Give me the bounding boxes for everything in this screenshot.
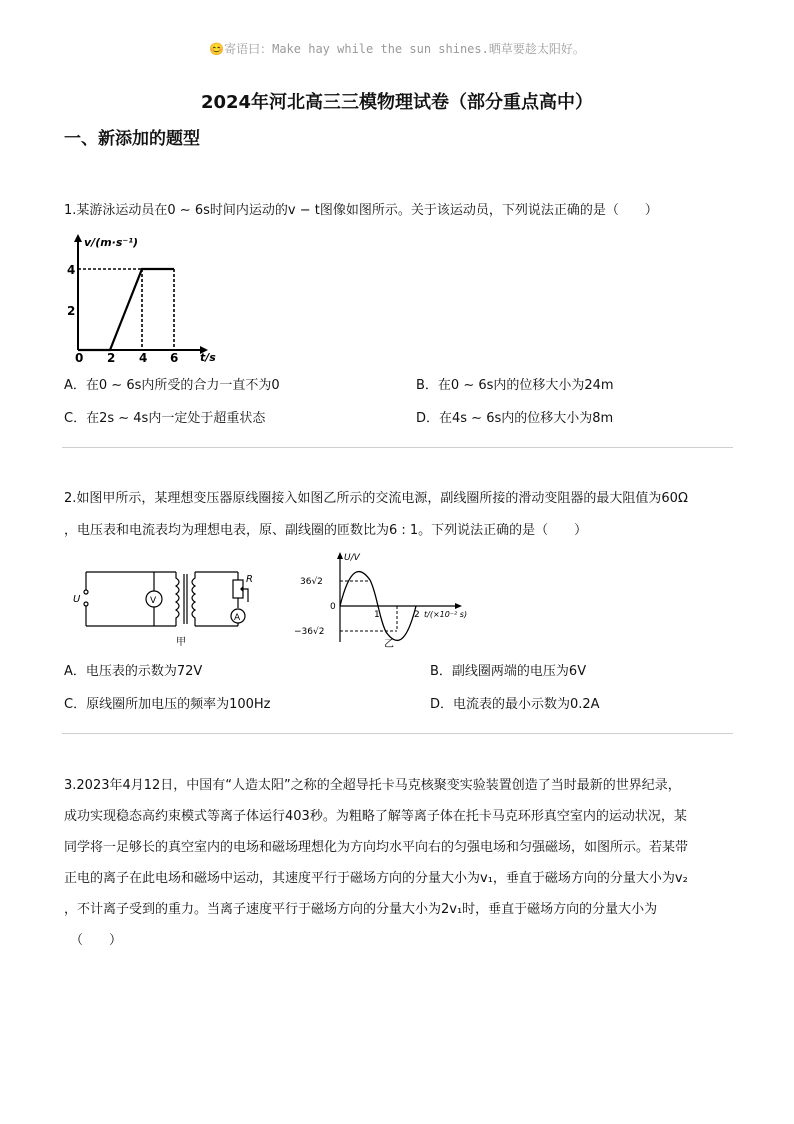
x-tick-4: 4 — [139, 351, 148, 365]
q2-circuit-diagram — [70, 560, 260, 650]
q2-stem-line2: ，电压表和电流表均为理想电表，原、副线圈的匝数比为6 : 1。下列说法正确的是（ ） — [64, 523, 588, 538]
y-tick-2: 2 — [67, 304, 76, 318]
q1-option-a[interactable]: A．在0 ∼ 6s内所受的合力一直不为0 — [64, 378, 280, 393]
wave-zero: 0 — [330, 602, 336, 612]
q3-line-3: 同学将一足够长的真空室内的电场和磁场理想化为方向均水平向右的匀强电场和匀强磁场，如图所示。若某带 — [64, 840, 689, 855]
page-title: 2024年河北高三三模物理试卷（部分重点高中） — [200, 92, 594, 113]
y-tick-4: 4 — [67, 263, 76, 277]
section-heading: 一、新添加的题型 — [64, 129, 200, 149]
q3-line-2: 成功实现稳态高约束模式等离子体运行403秒。为粗略了解等离子体在托卡马克环形真空室内的运动状况，某 — [64, 809, 687, 824]
vt-series-line — [78, 269, 174, 350]
q1-option-c[interactable]: C．在2s ∼ 4s内一定处于超重状态 — [64, 411, 266, 426]
q2-voltage-waveform — [288, 550, 468, 650]
wave-tick-2: 2 — [414, 610, 420, 620]
q1-vt-graph — [64, 230, 214, 365]
x-tick-6: 6 — [170, 351, 179, 365]
q3-line-1: 3.2023年4月12日，中国有“人造太阳”之称的全超导托卡马克核聚变实验装置创造了当时最新的世界纪录， — [64, 778, 681, 793]
circuit-caption: 甲 — [176, 637, 186, 648]
q1-stem: 1.某游泳运动员在0 ∼ 6s时间内运动的v − t图像如图所示。关于该运动员，下列说法正确的是（ ） — [64, 203, 658, 218]
x-axis-label: t/s — [200, 351, 216, 364]
ammeter-label: A — [234, 613, 241, 623]
q2-stem-line1: 2.如图甲所示，某理想变压器原线圈接入如图乙所示的交流电源，副线圈所接的滑动变阻器的最大阻值为60Ω — [64, 491, 688, 506]
divider — [62, 447, 733, 448]
wave-caption: 乙 — [384, 639, 394, 650]
x-tick-2: 2 — [107, 351, 116, 365]
divider — [62, 733, 733, 734]
motto-header: 😊寄语曰：Make hay while the sun shines.晒草要趁太阳好。 — [209, 42, 585, 56]
resistor-label: R — [246, 574, 253, 585]
wave-tick-1: 1 — [374, 610, 380, 620]
wave-y-axis-label: U/V — [344, 553, 360, 563]
q3-line-6: （ ） — [70, 933, 123, 948]
y-axis-label: v/(m·s⁻¹) — [84, 236, 139, 249]
q2-option-a[interactable]: A．电压表的示数为72V — [64, 664, 203, 679]
q1-option-d[interactable]: D．在4s ∼ 6s内的位移大小为8m — [416, 411, 614, 426]
q2-option-d[interactable]: D．电流表的最小示数为0.2A — [430, 697, 600, 712]
source-label: U — [73, 594, 81, 605]
wave-x-axis-label: t/(×10⁻² s) — [424, 610, 468, 619]
x-tick-0: 0 — [75, 351, 84, 365]
q3-line-5: ，不计离子受到的重力。当离子速度平行于磁场方向的分量大小为2v₁时，垂直于磁场方向的分量大小为 — [64, 902, 658, 917]
wave-peak-pos: 36√2 — [300, 577, 323, 587]
y-axis-arrow — [74, 234, 82, 242]
q2-option-b[interactable]: B．副线圈两端的电压为6V — [430, 664, 587, 679]
q3-line-4: 正电的离子在此电场和磁场中运动，其速度平行于磁场方向的分量大小为v₁，垂直于磁场方向的分量大小为v₂ — [64, 871, 688, 886]
voltmeter-label: V — [150, 596, 157, 606]
wave-peak-neg: −36√2 — [294, 627, 325, 637]
chart-marks — [78, 269, 174, 350]
q1-option-b[interactable]: B．在0 ∼ 6s内的位移大小为24m — [416, 378, 614, 393]
q2-option-c[interactable]: C．原线圈所加电压的频率为100Hz — [64, 697, 271, 712]
